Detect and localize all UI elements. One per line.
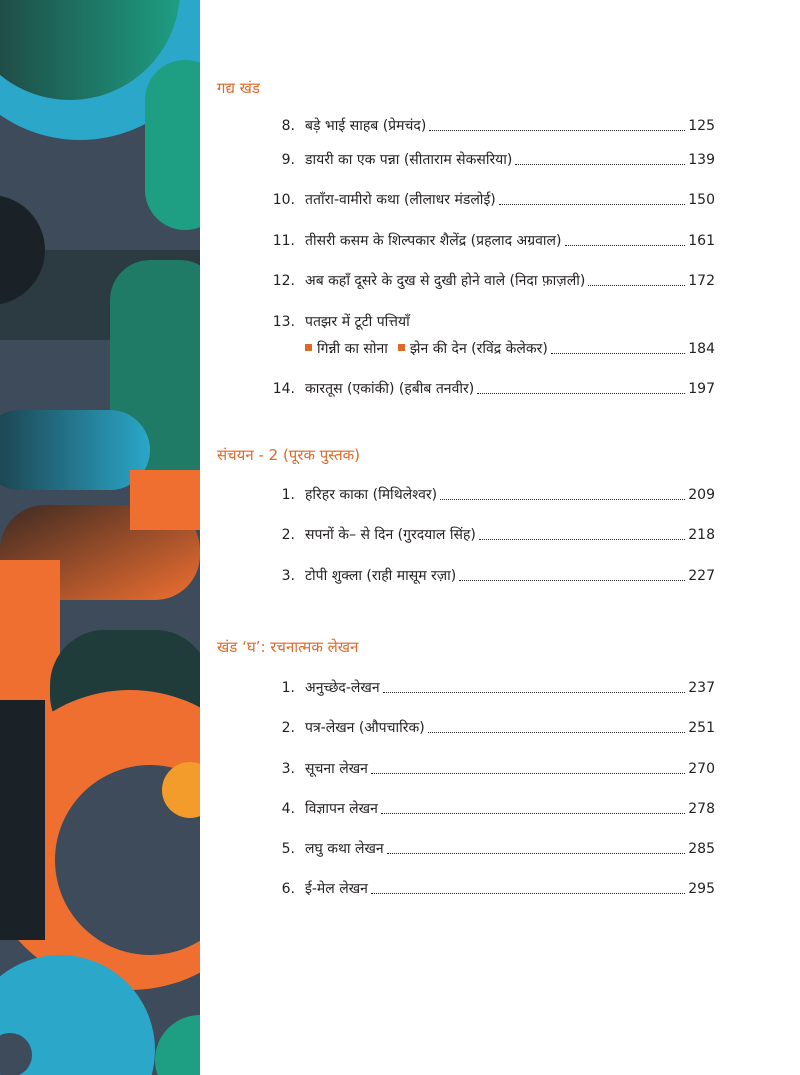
entry-page: 270 xyxy=(688,761,715,777)
entry-title: विज्ञापन लेखन xyxy=(305,801,378,817)
entry-number: 1. xyxy=(281,680,295,696)
entry-page: 295 xyxy=(688,881,715,897)
entry-number: 3. xyxy=(281,761,295,777)
entry-number: 11. xyxy=(272,233,295,249)
toc-sub-entry[interactable] xyxy=(305,339,715,361)
entry-page: 161 xyxy=(688,233,715,249)
toc-entry[interactable] xyxy=(260,312,715,334)
entry-title: तताँरा-वामीरो कथा (लीलाधर मंडलोई) xyxy=(305,192,496,208)
entry-title: टोपी शुक्ला (राही मासूम रज़ा) xyxy=(305,568,457,584)
toc-entry[interactable] xyxy=(260,566,715,588)
bullet-square-icon xyxy=(398,344,405,351)
toc-entry[interactable] xyxy=(260,879,715,901)
toc-entry[interactable] xyxy=(260,116,715,138)
entry-number: 14. xyxy=(272,381,295,397)
table-of-contents xyxy=(200,0,800,1075)
entry-title: सूचना लेखन xyxy=(305,761,368,777)
entry-number: 1. xyxy=(281,487,295,503)
entry-title: अब कहाँ दूसरे के दुख से दुखी होने वाले (निदा फ़ाज़ली) xyxy=(305,273,586,289)
sub-entry-title: झेन की देन (रविंद्र केलेकर) xyxy=(409,341,548,357)
entry-number: 13. xyxy=(272,314,295,330)
entry-page: 172 xyxy=(688,273,715,289)
entry-number: 10. xyxy=(272,192,295,208)
entry-page: 125 xyxy=(688,118,715,134)
entry-page: 197 xyxy=(688,381,715,397)
section-heading-gadya-khand: गद्य खंड xyxy=(217,79,260,97)
entry-number: 5. xyxy=(281,841,295,857)
entry-title: पतझर में टूटी पत्तियाँ xyxy=(305,314,410,330)
dot-leader xyxy=(383,691,686,693)
dot-leader xyxy=(565,244,686,246)
entry-number: 2. xyxy=(281,720,295,736)
dot-leader xyxy=(371,772,685,774)
toc-entry[interactable] xyxy=(260,190,715,212)
toc-entry[interactable] xyxy=(260,485,715,507)
entry-title: बड़े भाई साहब (प्रेमचंद) xyxy=(305,118,427,134)
toc-entry[interactable] xyxy=(260,379,715,401)
bullet-square-icon xyxy=(305,344,312,351)
decorative-side-panel xyxy=(0,0,200,1075)
entry-title: पत्र-लेखन (औपचारिक) xyxy=(305,720,425,736)
dot-leader xyxy=(371,892,685,894)
section-heading-sanchayan: संचयन - 2 (पूरक पुस्तक) xyxy=(217,446,361,464)
toc-entry[interactable] xyxy=(260,231,715,253)
dot-leader xyxy=(479,538,685,540)
dot-leader xyxy=(515,163,685,165)
dot-leader xyxy=(429,129,685,131)
sub-entry-title: गिन्नी का सोना xyxy=(317,341,388,357)
entry-page: 218 xyxy=(688,527,715,543)
entry-page: 139 xyxy=(688,152,715,168)
dot-leader xyxy=(459,579,685,581)
entry-title: हरिहर काका (मिथिलेश्वर) xyxy=(305,487,438,503)
entry-page: 209 xyxy=(688,487,715,503)
entry-number: 3. xyxy=(281,568,295,584)
entry-page: 227 xyxy=(688,568,715,584)
toc-entry[interactable] xyxy=(260,678,715,700)
toc-entry[interactable] xyxy=(260,150,715,172)
entry-title: कारतूस (एकांकी) (हबीब तनवीर) xyxy=(305,381,475,397)
abstract-shapes-art xyxy=(0,0,200,1075)
toc-entry[interactable] xyxy=(260,718,715,740)
entry-title: अनुच्छेद-लेखन xyxy=(305,680,380,696)
entry-number: 4. xyxy=(281,801,295,817)
entry-number: 8. xyxy=(281,118,295,134)
dot-leader xyxy=(387,852,686,854)
entry-page: 278 xyxy=(688,801,715,817)
dot-leader xyxy=(551,352,685,354)
toc-entry[interactable] xyxy=(260,759,715,781)
toc-entry[interactable] xyxy=(260,839,715,861)
entry-page: 184 xyxy=(688,341,715,357)
dot-leader xyxy=(381,812,685,814)
dot-leader xyxy=(588,284,685,286)
dot-leader xyxy=(440,498,685,500)
entry-title: डायरी का एक पन्ना (सीताराम सेकसरिया) xyxy=(305,152,513,168)
entry-title: तीसरी कसम के शिल्पकार शैलेंद्र (प्रहलाद अग्रवाल) xyxy=(305,233,562,249)
entry-title: सपनों के– से दिन (गुरदयाल सिंह) xyxy=(305,527,476,543)
entry-title: लघु कथा लेखन xyxy=(305,841,384,857)
toc-entry[interactable] xyxy=(260,799,715,821)
entry-page: 251 xyxy=(688,720,715,736)
dot-leader xyxy=(428,731,686,733)
toc-entry[interactable] xyxy=(260,271,715,293)
entry-page: 150 xyxy=(688,192,715,208)
dot-leader xyxy=(477,392,685,394)
toc-entry[interactable] xyxy=(260,525,715,547)
section-heading-rachnatmak-lekhan: खंड ‘घ’: रचनात्मक लेखन xyxy=(217,638,359,656)
entry-page: 285 xyxy=(688,841,715,857)
entry-number: 2. xyxy=(281,527,295,543)
entry-number: 6. xyxy=(281,881,295,897)
entry-title: ई-मेल लेखन xyxy=(305,881,368,897)
entry-number: 9. xyxy=(281,152,295,168)
entry-page: 237 xyxy=(688,680,715,696)
entry-number: 12. xyxy=(272,273,295,289)
dot-leader xyxy=(499,203,685,205)
